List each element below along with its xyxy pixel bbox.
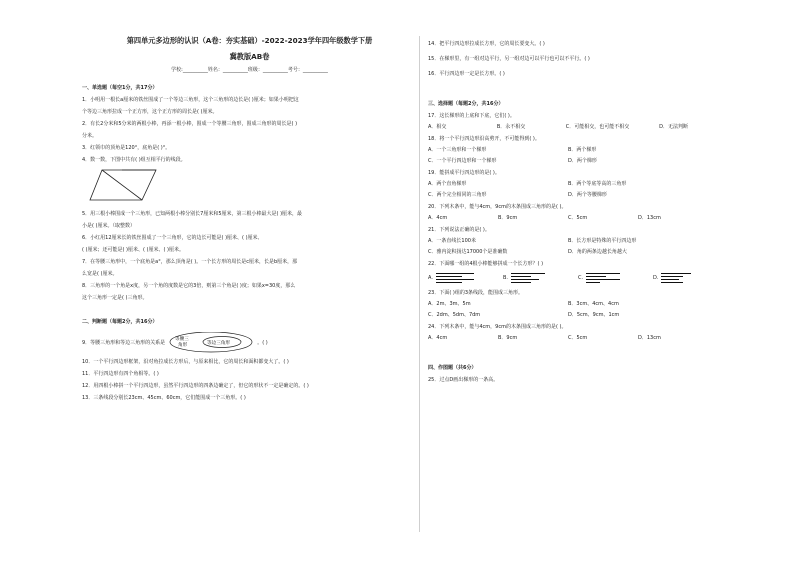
right-column xyxy=(428,36,728,384)
question-2-cont: 分米。 xyxy=(82,133,98,139)
option: B．两个等底等高的三角形 xyxy=(568,181,627,187)
option: B．3cm、4cm、4cm xyxy=(568,301,619,307)
option-d xyxy=(653,272,728,284)
option-b xyxy=(503,272,578,284)
question-8-cont: 这个三角形一定是( )三角形。 xyxy=(82,295,148,301)
question-17-options xyxy=(428,123,728,131)
option-label: C. xyxy=(578,275,584,281)
option: A．2m、3m、5m xyxy=(428,301,471,307)
option: D．13cm xyxy=(638,335,661,341)
question-12: 12．用四根小棒拼一个平行四边形，虽然平行四边形的四条边确定了，但它的形状不一定是确定的。( ) xyxy=(82,383,309,389)
question-11: 11．平行四边形有四个角相等。( ) xyxy=(82,371,159,377)
question-1-cont: 个等边三角形拉成一个正方形，这个正方形的周长是( )厘米。 xyxy=(82,109,218,115)
page-subtitle: 冀教版AB卷 xyxy=(229,52,270,61)
question-1: 1．小明用一根长a厘米的铁丝围成了一个等边三角形，这个三角形的边长是( )厘米；如果小明把这 xyxy=(82,97,299,103)
question-6: 6．小红用12厘米长的铁丝围成了一个三角形，它的边长可能是( )厘米、( )厘米、 xyxy=(82,235,263,241)
column-divider xyxy=(419,36,420,532)
venn-diagram xyxy=(169,332,253,354)
question-23-options-row2 xyxy=(428,311,728,319)
option: B．9cm xyxy=(498,335,518,341)
question-19-options-row2 xyxy=(428,191,728,199)
question-9-text: 9．等腰三角形和等边三角形的关系是 xyxy=(82,340,166,346)
page-title: 第四单元多边形的认识（A卷：夯实基础）-2022-2023学年四年级数学下册 xyxy=(126,36,373,45)
option: B．长方形是特殊的平行四边形 xyxy=(568,238,637,244)
option: A．相交 xyxy=(428,124,447,130)
question-16: 16．平行四边形一定是长方形。( ) xyxy=(428,71,505,77)
section-heading-choice: 三、选择题（每题2分，共16分） xyxy=(428,101,504,107)
question-23: 23．下面( )组的3条线段，能围成三角形。 xyxy=(428,290,524,296)
option-a xyxy=(428,272,503,284)
question-8: 8．三角形的一个角是x度，另一个角的度数是它的3倍，则第三个角是( )度；如果x=30度，那么 xyxy=(82,283,296,289)
option-label: B. xyxy=(503,275,509,281)
left-column xyxy=(82,36,417,402)
option: A．两个直角梯形 xyxy=(428,181,467,187)
question-13: 13．三条线段分别长23cm、45cm、60cm，它们能围成一个三角形。( ) xyxy=(82,395,246,401)
question-2: 2．有长2分米和5分米的两根小棒，再添一根小棒，围成一个等腰三角形，围成三角形的周长是( ) xyxy=(82,121,298,127)
question-5-cont: 小是( )厘米。（取整数） xyxy=(82,223,135,229)
option: C．5cm xyxy=(568,215,588,221)
question-17: 17．这长梯形的上底和下底，它们( )。 xyxy=(428,113,515,119)
parallelogram-figure xyxy=(88,168,417,206)
option: D．无法判断 xyxy=(659,124,689,130)
option: B．永不相交 xyxy=(496,124,526,130)
question-7: 7．在等腰三角形中，一个底角是a°，那么顶角是( )。一个长方形的周长是c厘米，长是b厘米，那 xyxy=(82,259,298,265)
question-19-options-row1 xyxy=(428,180,728,188)
question-7-cont: 么宽是( )厘米。 xyxy=(82,271,118,277)
venn-outer-label-line2: 角形 xyxy=(178,342,188,348)
question-14: 14．把平行四边形拉成长方形，它的周长要变大。( ) xyxy=(428,41,545,47)
question-21-options-row1 xyxy=(428,237,728,245)
venn-outer-label-line1: 等腰三 xyxy=(175,336,189,342)
option: C．5cm xyxy=(568,335,588,341)
stick-set-icon xyxy=(436,272,474,284)
option: D．两个梯形 xyxy=(568,158,597,164)
stick-set-icon xyxy=(661,272,691,284)
option: A．4cm xyxy=(428,335,448,341)
stick-set-icon xyxy=(586,272,620,284)
question-20-options xyxy=(428,214,728,222)
option: D．角的两条边越长角越大 xyxy=(568,249,627,255)
question-3: 3．红领巾的顶角是120°，底角是( )°。 xyxy=(82,145,171,151)
student-info-line: 学校:__________姓名：__________班级：__________考号：__________ xyxy=(171,67,328,73)
option: A．一条直线长100米 xyxy=(428,238,476,244)
option: A．一个三角形和一个梯形 xyxy=(428,147,487,153)
section-heading-single-choice: 一、单选题（每空1分，共17分） xyxy=(82,85,158,91)
option: D．5cm、9cm、1cm xyxy=(568,312,620,318)
section-heading-true-false: 二、判断题（每题2分，共16分） xyxy=(82,319,158,325)
section-heading-drawing: 四、作图题（共6分） xyxy=(428,365,477,371)
question-20: 20．下列木条中，能与4cm，9cm的木条围成三角形的是( )。 xyxy=(428,204,567,210)
option: D．13cm xyxy=(638,215,661,221)
question-9-tail: 。( ) xyxy=(257,340,268,346)
venn-inner-label: 等边三角形 xyxy=(207,340,231,346)
option: C．2dm、5dm、7dm xyxy=(428,312,481,318)
question-15: 15．在梯形里，有一组对边平行，另一组对边可以平行也可以不平行。( ) xyxy=(428,56,590,62)
question-21: 21．下列说法正确的是( )。 xyxy=(428,227,490,233)
option-label: A. xyxy=(428,275,433,281)
question-10: 10．一个平行四边形框架，沿对角拉成长方形后，与原来相比，它的周长和面积都变大了。( ) xyxy=(82,359,289,365)
option: B．两个梯形 xyxy=(568,147,597,153)
option-label: D. xyxy=(653,275,659,281)
question-4: 4．数一数，下图中共有( )组互相平行的线段。 xyxy=(82,157,186,163)
option: C．两个完全相同的三角形 xyxy=(428,192,487,198)
question-6-cont: ( )厘米；还可能是( )厘米、( )厘米、( )厘米。 xyxy=(82,247,184,253)
option: C．可能相交，也可能不相交 xyxy=(565,124,630,130)
option-c xyxy=(578,272,653,284)
question-18-options-row2 xyxy=(428,157,728,165)
question-22: 22．下面哪一组的4根小棒能够拼成一个长方形？( ) xyxy=(428,261,544,267)
option: A．4cm xyxy=(428,215,448,221)
question-22-options xyxy=(428,271,728,285)
question-9 xyxy=(82,332,417,354)
option: D．两个等腰梯形 xyxy=(568,192,607,198)
question-23-options-row1 xyxy=(428,300,728,308)
question-21-options-row2 xyxy=(428,248,728,256)
question-19: 19．能拼成平行四边形的是( )。 xyxy=(428,170,500,176)
stick-set-icon xyxy=(511,272,545,284)
option: C．雅内淀积扬达17000个是准确数 xyxy=(428,249,508,255)
option: C．一个平行四边形和一个梯形 xyxy=(428,158,497,164)
question-18-options-row1 xyxy=(428,146,728,154)
question-18: 18．将一个平行四边形沿高剪开，不可能得到( )。 xyxy=(428,136,540,142)
question-5: 5．用三根小棒围成一个三角形，已知两根小棒分别长7厘米和5厘米，第三根小棒最大是( )厘米，最 xyxy=(82,211,303,217)
question-25: 25．过点D画出梯形的一条高。 xyxy=(428,377,499,383)
question-24: 24．下列木条中，能与4cm，9cm的木条围成三角形的是( )。 xyxy=(428,324,567,330)
option: B．9cm xyxy=(498,215,518,221)
question-24-options xyxy=(428,334,728,342)
